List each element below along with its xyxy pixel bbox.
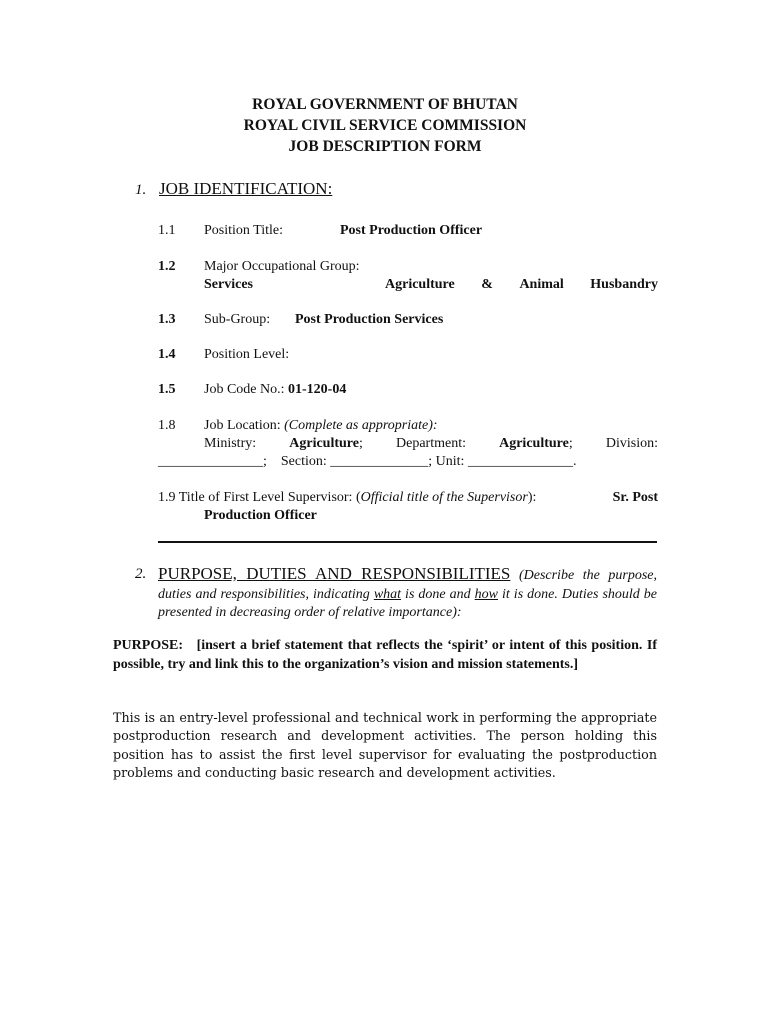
value-word: Animal: [519, 277, 564, 292]
supervisor-value: Sr. Post: [612, 490, 658, 505]
supervisor-label: [179, 490, 537, 505]
supervisor-value-cont: Production Officer: [204, 508, 317, 523]
section-2-heading: [158, 565, 657, 623]
value-word: &: [481, 277, 493, 292]
header-government: ROYAL GOVERNMENT OF BHUTAN: [252, 96, 518, 113]
item-number: 1.2: [158, 259, 176, 274]
supervisor-label-post: ):: [527, 490, 537, 505]
section-2-number: 2.: [135, 566, 147, 582]
job-code-value: 01-120-04: [288, 382, 347, 397]
ministry-value: Agriculture: [289, 436, 359, 451]
value-word: Husbandry: [590, 277, 658, 292]
item-job-location: [158, 417, 658, 473]
section-1-heading: [135, 180, 332, 199]
job-location-hint: (Complete as appropriate):: [284, 418, 438, 433]
sub-group-value: Post Production Services: [295, 312, 444, 327]
job-location-line3: [158, 453, 576, 471]
desc-part: is done and: [401, 586, 475, 602]
item-number: 1.3: [158, 312, 176, 327]
item-number: 1.4: [158, 347, 176, 362]
position-summary-paragraph: This is an entry-level professional and technical work in performing the appropriate postproduction research and development activities. The person holding this position has to assist the first level supervisor for evaluating the postproduction problems and conducting basic research and development activities.: [113, 710, 657, 780]
item-number: 1.1: [158, 223, 176, 238]
desc-part: it is done. Duties should be presented in decreasing order of relative importance):: [158, 586, 658, 620]
occupational-group-value: [385, 276, 658, 294]
unit-blank: _______________.: [467, 454, 577, 469]
position-title-value: Post Production Officer: [340, 223, 483, 238]
section-label: Section:: [280, 454, 327, 469]
section-2-title: PURPOSE, DUTIES AND RESPONSIBILITIES: [158, 564, 511, 583]
desc-what: what: [373, 586, 402, 602]
unit-label: Unit:: [435, 454, 465, 469]
section-blank: ______________;: [330, 454, 433, 469]
header-commission: ROYAL CIVIL SERVICE COMMISSION: [243, 117, 527, 134]
section-1-title: JOB IDENTIFICATION:: [159, 179, 333, 198]
department-label: Department:: [396, 436, 466, 451]
header-form-title: JOB DESCRIPTION FORM: [288, 138, 482, 155]
occupational-group-label: Major Occupational Group:: [204, 259, 360, 274]
purpose-label: PURPOSE:: [113, 638, 183, 653]
purpose-statement: [113, 637, 657, 674]
document-header: [0, 94, 770, 157]
job-location-line2: Ministry: Agriculture; Department: Agriculture; Division:: [204, 436, 658, 451]
position-title-label: Position Title:: [204, 223, 283, 238]
position-level-label: Position Level:: [204, 347, 290, 362]
section-1-number: 1.: [135, 182, 147, 198]
sub-group-label: Sub-Group:: [204, 312, 271, 327]
value-word: Agriculture: [385, 277, 455, 292]
item-number: 1.8: [158, 418, 176, 433]
purpose-text: [insert a brief statement that reflects the ‘spirit’ or intent of this position. If possible, try and link this to the organization’s vision and mission statements.]: [113, 638, 658, 672]
desc-part: (Describe the purpose, duties and responsibilities, indicating: [158, 568, 657, 602]
supervisor-line1: [158, 489, 658, 507]
supervisor-label-pre: Title of First Level Supervisor: (: [178, 490, 361, 505]
item-number: 1.5: [158, 382, 176, 397]
supervisor-label-italic: Official title of the Supervisor: [360, 490, 528, 505]
division-label: Division:: [605, 436, 658, 451]
ministry-label: Ministry:: [204, 436, 257, 451]
job-code-label: Job Code No.:: [204, 382, 285, 397]
department-value: Agriculture: [499, 436, 569, 451]
job-location-label: Job Location:: [204, 418, 281, 433]
section-divider: [158, 541, 657, 543]
item-number: 1.9: [158, 490, 176, 505]
division-blank: _______________;: [158, 454, 267, 469]
occupational-group-value-cont: Services: [204, 277, 253, 292]
item-occupational-group: [158, 258, 658, 298]
item-supervisor: [158, 489, 658, 529]
desc-how: how: [474, 586, 498, 602]
